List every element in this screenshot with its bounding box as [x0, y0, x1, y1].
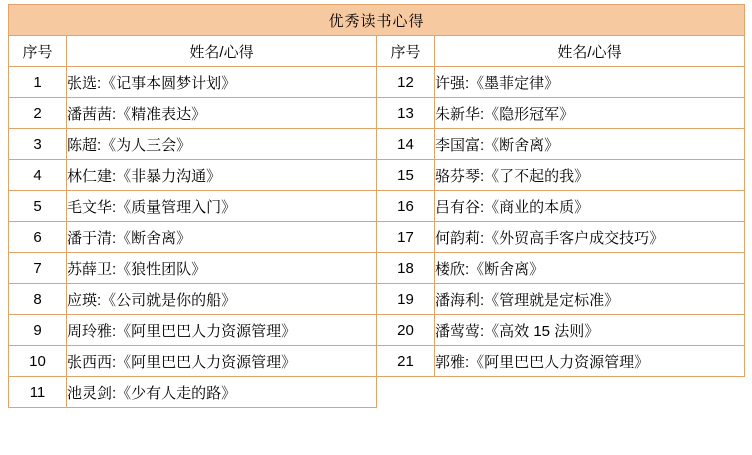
row-entry: 毛文华:《质量管理入门》 — [67, 191, 377, 222]
row-index: 13 — [377, 98, 435, 129]
row-index: 18 — [377, 253, 435, 284]
row-index-empty — [377, 377, 435, 408]
row-entry: 池灵剑:《少有人走的路》 — [67, 377, 377, 408]
row-index: 16 — [377, 191, 435, 222]
row-index: 10 — [9, 346, 67, 377]
row-index: 7 — [9, 253, 67, 284]
row-index: 20 — [377, 315, 435, 346]
header-index-left: 序号 — [9, 36, 67, 67]
row-index: 3 — [9, 129, 67, 160]
row-entry: 林仁建:《非暴力沟通》 — [67, 160, 377, 191]
row-entry: 张西西:《阿里巴巴人力资源管理》 — [67, 346, 377, 377]
row-index: 12 — [377, 67, 435, 98]
row-entry: 潘于清:《断舍离》 — [67, 222, 377, 253]
row-index: 14 — [377, 129, 435, 160]
reading-notes-table — [8, 4, 745, 408]
row-entry: 潘海利:《管理就是定标准》 — [435, 284, 745, 315]
row-entry: 应瑛:《公司就是你的船》 — [67, 284, 377, 315]
row-index: 6 — [9, 222, 67, 253]
row-index: 15 — [377, 160, 435, 191]
header-name-right: 姓名/心得 — [435, 36, 745, 67]
row-index: 1 — [9, 67, 67, 98]
row-index: 9 — [9, 315, 67, 346]
row-entry: 陈超:《为人三会》 — [67, 129, 377, 160]
row-entry: 朱新华:《隐形冠军》 — [435, 98, 745, 129]
header-name-left: 姓名/心得 — [67, 36, 377, 67]
table-row — [9, 284, 745, 315]
row-index: 19 — [377, 284, 435, 315]
row-index: 4 — [9, 160, 67, 191]
row-index: 2 — [9, 98, 67, 129]
row-entry: 郭雅:《阿里巴巴人力资源管理》 — [435, 346, 745, 377]
row-index: 17 — [377, 222, 435, 253]
page-title: 优秀读书心得 — [9, 5, 745, 36]
row-index: 21 — [377, 346, 435, 377]
table-row — [9, 377, 745, 408]
row-entry: 苏薛卫:《狼性团队》 — [67, 253, 377, 284]
row-entry: 何韵莉:《外贸高手客户成交技巧》 — [435, 222, 745, 253]
table-title-row — [9, 5, 745, 36]
table-row — [9, 67, 745, 98]
table-row — [9, 129, 745, 160]
table-row — [9, 191, 745, 222]
table-row — [9, 315, 745, 346]
row-entry: 张选:《记事本圆梦计划》 — [67, 67, 377, 98]
table-row — [9, 253, 745, 284]
row-index: 8 — [9, 284, 67, 315]
table-row — [9, 222, 745, 253]
row-index: 11 — [9, 377, 67, 408]
header-index-right: 序号 — [377, 36, 435, 67]
row-entry: 吕有谷:《商业的本质》 — [435, 191, 745, 222]
table-row — [9, 98, 745, 129]
table-header-row — [9, 36, 745, 67]
row-entry: 潘莺莺:《高效 15 法则》 — [435, 315, 745, 346]
row-entry: 骆芬琴:《了不起的我》 — [435, 160, 745, 191]
row-entry-empty — [435, 377, 745, 408]
row-entry: 潘茜茜:《精准表达》 — [67, 98, 377, 129]
row-entry: 周玲雅:《阿里巴巴人力资源管理》 — [67, 315, 377, 346]
table-row — [9, 160, 745, 191]
row-entry: 楼欣:《断舍离》 — [435, 253, 745, 284]
row-index: 5 — [9, 191, 67, 222]
table-row — [9, 346, 745, 377]
row-entry: 许强:《墨菲定律》 — [435, 67, 745, 98]
row-entry: 李国富:《断舍离》 — [435, 129, 745, 160]
